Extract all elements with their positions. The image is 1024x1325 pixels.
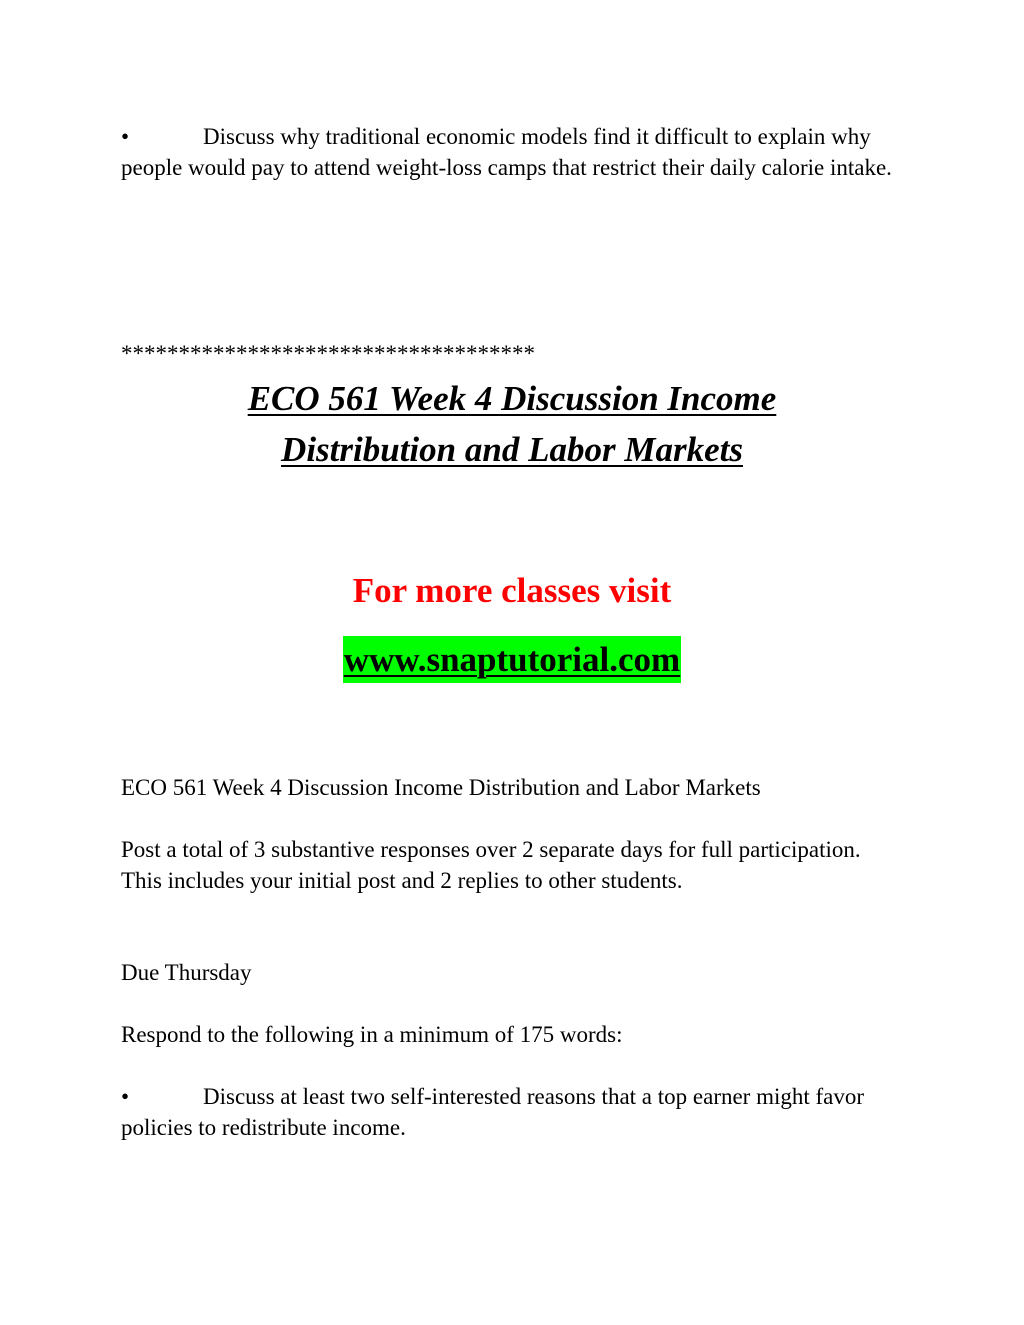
page-title bbox=[112, 373, 912, 475]
final-bullet-paragraph bbox=[121, 1081, 901, 1143]
promo-link-container bbox=[0, 636, 1024, 683]
instructions-paragraph: Post a total of 3 substantive responses over 2 separate days for full participation. This includes your initial post and 2 replies to other students. bbox=[121, 837, 861, 893]
promo-text: For more classes visit bbox=[352, 571, 672, 610]
due-paragraph: Due Thursday bbox=[121, 960, 252, 985]
bullet-marker: • bbox=[121, 1084, 130, 1109]
bullet-marker: • bbox=[121, 124, 130, 149]
intro-bullet-paragraph bbox=[121, 121, 901, 183]
title-line-1: ECO 561 Week 4 Discussion Income bbox=[247, 379, 777, 418]
title-line-2: Distribution and Labor Markets bbox=[281, 430, 743, 469]
separator-line: ************************************ bbox=[121, 341, 535, 366]
final-bullet-text: Discuss at least two self-interested reasons that a top earner might favor policies to redistribute income. bbox=[121, 1084, 865, 1140]
subtitle-paragraph: ECO 561 Week 4 Discussion Income Distribution and Labor Markets bbox=[121, 775, 761, 800]
promo-link[interactable]: www.snaptutorial.com bbox=[343, 636, 681, 683]
intro-bullet-text: Discuss why traditional economic models find it difficult to explain why people would pay to attend weight-loss camps that restrict their daily calorie intake. bbox=[121, 124, 892, 180]
respond-paragraph: Respond to the following in a minimum of 175 words: bbox=[121, 1022, 623, 1047]
